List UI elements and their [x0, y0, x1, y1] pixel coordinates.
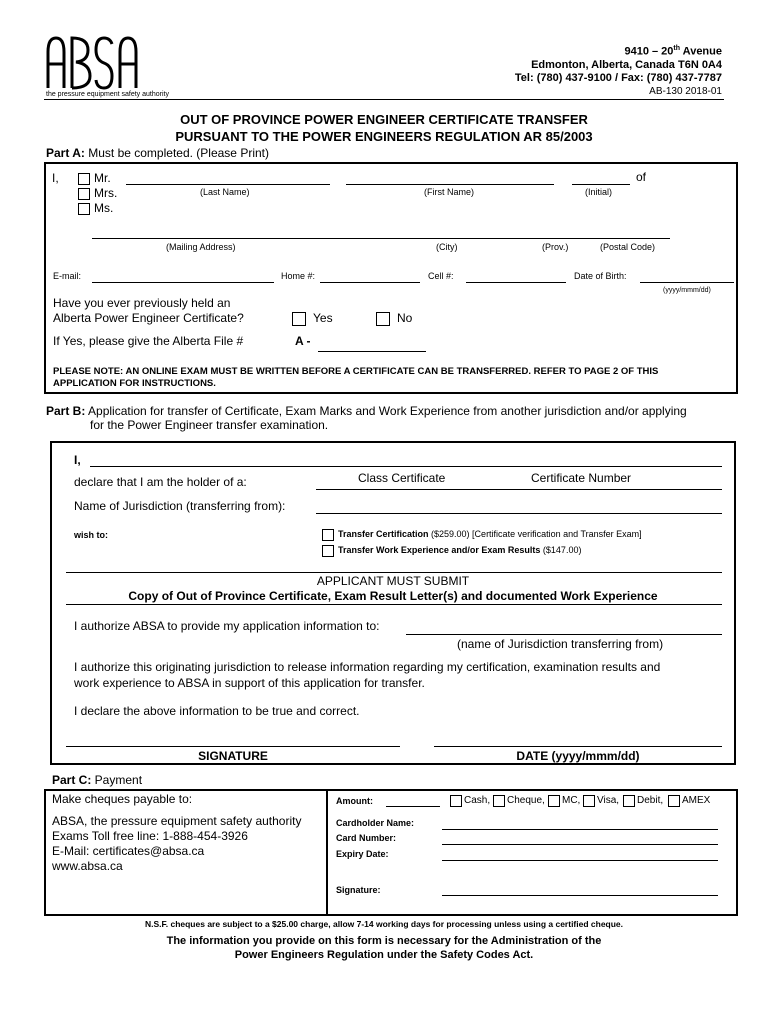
- cardholder-field[interactable]: [442, 829, 718, 830]
- payment-mc-label: MC,: [562, 795, 581, 806]
- declare-true-label: I declare the above information to be true and correct.: [74, 704, 360, 718]
- wish-to-label: wish to:: [74, 530, 108, 540]
- payment-amex-label: AMEX: [682, 795, 711, 806]
- city-label: (City): [436, 242, 458, 252]
- info-note-line1: The information you provide on this form is necessary for the Administration of the: [166, 935, 602, 947]
- payment-debit-label: Debit,: [637, 795, 664, 806]
- transfer-work-experience-checkbox[interactable]: [322, 545, 334, 557]
- prior-cert-yes-label: Yes: [313, 311, 333, 325]
- nsf-note: N.S.F. cheques are subject to a $25.00 charge, allow 7-14 working days for processing unless using a certified cheque.: [144, 919, 624, 929]
- dob-field[interactable]: [640, 282, 734, 283]
- logo-tagline: the pressure equipment safety authority: [46, 91, 169, 98]
- declare-holder-label: declare that I am the holder of a:: [74, 475, 247, 489]
- first-name-label: (First Name): [424, 187, 474, 197]
- transfer-certification-checkbox[interactable]: [322, 529, 334, 541]
- part-a-i-label: I,: [52, 171, 59, 185]
- authorize-release-line2: work experience to ABSA in support of this application for transfer.: [74, 676, 425, 690]
- cell-phone-label: Cell #:: [428, 271, 454, 281]
- initial-field[interactable]: [572, 184, 630, 185]
- form-title-line1: OUT OF PROVINCE POWER ENGINEER CERTIFICATE TRANSFER: [180, 112, 588, 127]
- first-name-field[interactable]: [346, 184, 554, 185]
- absa-logo-mark: [44, 34, 144, 90]
- title-ms-label: Ms.: [94, 201, 114, 215]
- mailing-address-field[interactable]: [92, 238, 670, 239]
- file-number-field[interactable]: [318, 351, 426, 352]
- date-field[interactable]: [434, 746, 722, 747]
- payment-debit-checkbox[interactable]: [623, 795, 635, 807]
- title-mrs-label: Mrs.: [94, 186, 118, 200]
- payment-visa-checkbox[interactable]: [583, 795, 595, 807]
- dob-format-label: (yyyy/mmm/dd): [663, 287, 711, 294]
- applicant-must-submit: APPLICANT MUST SUBMIT: [316, 574, 470, 588]
- cardholder-label: Cardholder Name:: [336, 818, 415, 828]
- prior-cert-question-line1: Have you ever previously held an: [53, 296, 231, 310]
- prior-cert-yes-checkbox[interactable]: [292, 312, 306, 326]
- of-label: of: [636, 170, 647, 184]
- address-city: Edmonton, Alberta, Canada T6N 0A4: [531, 59, 722, 71]
- submit-divider-top: [66, 572, 722, 573]
- card-number-label: Card Number:: [336, 833, 397, 843]
- signature-label: SIGNATURE: [198, 749, 268, 763]
- email-label: E-mail:: [53, 271, 82, 281]
- payment-cheque-label: Cheque,: [507, 795, 545, 806]
- exam-note-line1: PLEASE NOTE: AN ONLINE EXAM MUST BE WRITTEN BEFORE A CERTIFICATE CAN BE TRANSFERRED. REFER TO PAGE 2 OF THIS: [53, 366, 659, 377]
- part-b-heading-line2: for the Power Engineer transfer examination.: [90, 418, 329, 432]
- payment-cheque-checkbox[interactable]: [493, 795, 505, 807]
- postal-code-label: (Postal Code): [600, 242, 656, 252]
- certificate-number-label: Certificate Number: [531, 471, 632, 485]
- expiry-field[interactable]: [442, 860, 718, 861]
- cell-phone-field[interactable]: [466, 282, 566, 283]
- exam-note-line2: APPLICATION FOR INSTRUCTIONS.: [53, 378, 216, 389]
- file-number-prefix: A -: [295, 334, 311, 348]
- payment-amex-checkbox[interactable]: [668, 795, 680, 807]
- authorize-release-line1: I authorize this originating jurisdiction to release information regarding my certification, examination results and: [74, 660, 661, 674]
- payment-cash-label: Cash,: [464, 795, 491, 806]
- title-mr-label: Mr.: [94, 171, 111, 185]
- submit-divider-bottom: [66, 604, 722, 605]
- initial-label: (Initial): [585, 187, 613, 197]
- address-street: 9410 – 20th Avenue: [624, 45, 722, 58]
- jurisdiction-field[interactable]: [316, 513, 722, 514]
- title-mrs-checkbox[interactable]: [78, 188, 90, 200]
- amount-field[interactable]: [386, 806, 440, 807]
- part-b-heading: Part B: Application for transfer of Certificate, Exam Marks and Work Experience from another jurisdiction and/or applying: [46, 404, 687, 418]
- date-label: DATE (yyyy/mmm/dd): [516, 749, 640, 763]
- address-phone: Tel: (780) 437-9100 / Fax: (780) 437-7787: [514, 72, 722, 84]
- payment-cash-checkbox[interactable]: [450, 795, 462, 807]
- payable-email: E-Mail: certificates@absa.ca: [52, 844, 205, 858]
- part-c-heading: Part C: Payment: [52, 773, 143, 787]
- form-code: AB-130 2018-01: [649, 86, 722, 97]
- expiry-label: Expiry Date:: [336, 849, 389, 859]
- part-a-heading: Part A: Must be completed. (Please Print): [46, 146, 269, 160]
- part-b-i-label: I,: [74, 453, 81, 467]
- prov-label: (Prov.): [542, 242, 569, 252]
- prior-cert-question-line2: Alberta Power Engineer Certificate?: [53, 311, 244, 325]
- transfer-certification-label: Transfer Certification ($259.00) [Certificate verification and Transfer Exam]: [338, 529, 642, 539]
- prior-cert-no-checkbox[interactable]: [376, 312, 390, 326]
- jurisdiction-label: Name of Jurisdiction (transferring from):: [74, 499, 286, 513]
- info-note-line2: Power Engineers Regulation under the Safety Codes Act.: [234, 949, 534, 961]
- title-ms-checkbox[interactable]: [78, 203, 90, 215]
- last-name-field[interactable]: [126, 184, 330, 185]
- certificate-field[interactable]: [316, 489, 722, 490]
- authorize-jurisdiction-note: (name of Jurisdiction transferring from): [457, 637, 664, 651]
- home-phone-field[interactable]: [320, 282, 420, 283]
- part-c-divider: [326, 789, 328, 916]
- part-a-box: [44, 162, 738, 394]
- submit-documents: Copy of Out of Province Certificate, Exam Result Letter(s) and documented Work Experience: [128, 589, 658, 603]
- class-certificate-label: Class Certificate: [358, 471, 446, 485]
- payment-visa-label: Visa,: [597, 795, 620, 806]
- signature-field[interactable]: [66, 746, 400, 747]
- payable-org: ABSA, the pressure equipment safety authority: [52, 814, 302, 828]
- home-phone-label: Home #:: [281, 271, 316, 281]
- payable-website: www.absa.ca: [52, 859, 123, 873]
- prior-cert-no-label: No: [397, 311, 413, 325]
- payment-mc-checkbox[interactable]: [548, 795, 560, 807]
- last-name-label: (Last Name): [200, 187, 250, 197]
- authorize-jurisdiction-field[interactable]: [406, 634, 722, 635]
- authorize-absa-label: I authorize ABSA to provide my application information to:: [74, 619, 380, 633]
- transfer-work-experience-label: Transfer Work Experience and/or Exam Results ($147.00): [338, 545, 582, 555]
- payable-label: Make cheques payable to:: [52, 792, 193, 806]
- form-title-line2: PURSUANT TO THE POWER ENGINEERS REGULATION AR 85/2003: [175, 129, 593, 144]
- applicant-name-field[interactable]: [90, 466, 722, 467]
- mailing-address-label: (Mailing Address): [166, 242, 236, 252]
- card-number-field[interactable]: [442, 844, 718, 845]
- amount-label: Amount:: [336, 796, 373, 806]
- file-number-question: If Yes, please give the Alberta File #: [53, 334, 244, 348]
- dob-label: Date of Birth:: [574, 271, 627, 281]
- payment-signature-label: Signature:: [336, 885, 381, 895]
- payable-toll-free: Exams Toll free line: 1-888-454-3926: [52, 829, 248, 843]
- payment-signature-field[interactable]: [442, 895, 718, 896]
- title-mr-checkbox[interactable]: [78, 173, 90, 185]
- header-divider: [44, 99, 724, 100]
- email-field[interactable]: [92, 282, 274, 283]
